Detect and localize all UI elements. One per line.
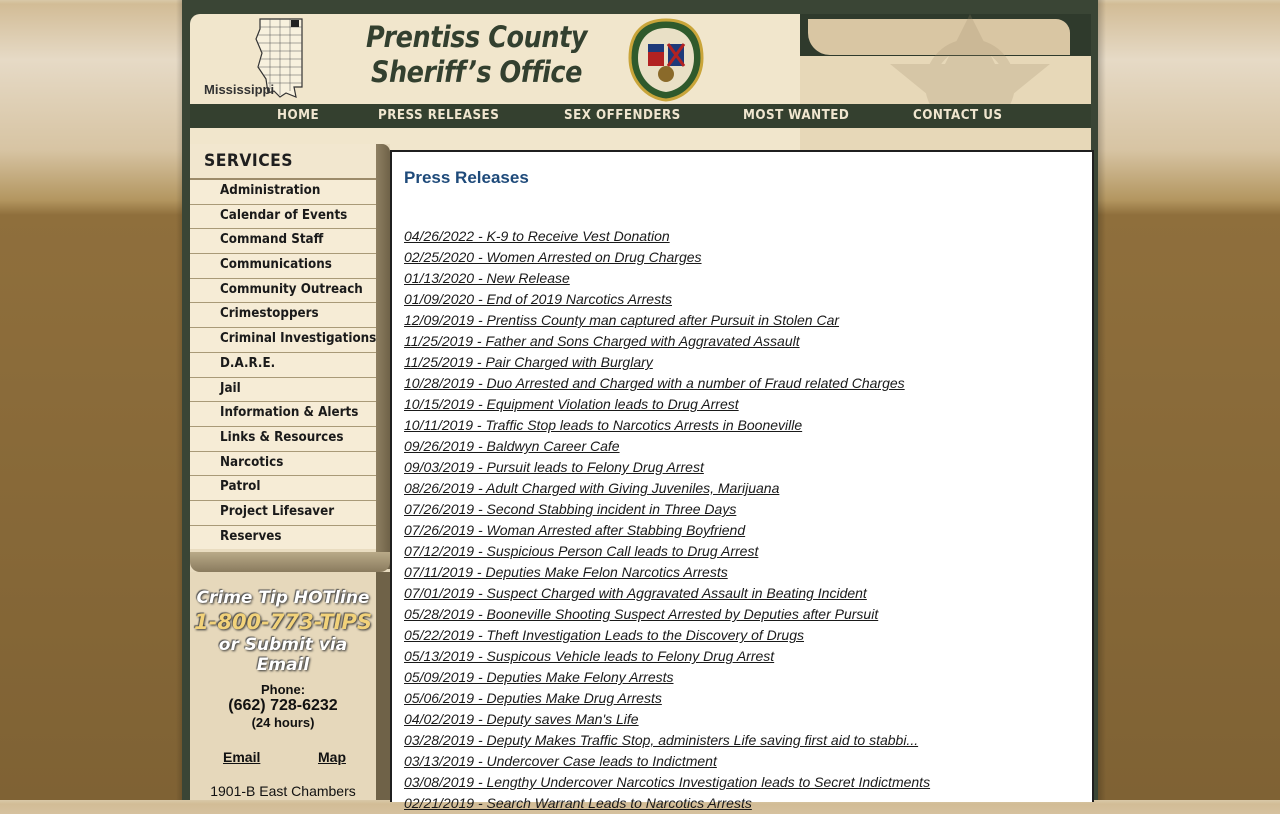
services-sidebar (190, 144, 390, 800)
site-title-line2: Sheriff’s Office (371, 55, 582, 89)
press-release-link[interactable]: 03/08/2019 - Lengthy Undercover Narcotics Investigation leads to Secret Indictments (404, 774, 931, 790)
hotline-rail (376, 572, 390, 800)
state-name: Mississippi (204, 82, 275, 97)
sidebar-item-label: Crimestoppers (220, 306, 319, 322)
site-title-line1: Prentiss County (366, 20, 588, 54)
press-release-link[interactable]: 05/13/2019 - Suspicous Vehicle leads to Felony Drug Arrest (404, 648, 775, 664)
sidebar-item-communications[interactable] (190, 254, 376, 279)
hotline-heading[interactable]: Crime Tip HOTline (196, 588, 370, 608)
sidebar-item-community-outreach[interactable] (190, 279, 376, 304)
press-release-link[interactable]: 04/26/2022 - K-9 to Receive Vest Donation (404, 228, 670, 244)
phone-label: Phone: (260, 682, 306, 697)
sidebar-item-label: Patrol (220, 479, 261, 495)
services-header (190, 144, 376, 180)
sidebar-item-administration[interactable] (190, 180, 376, 205)
nav-sex-offenders[interactable]: SEX OFFENDERS (564, 108, 681, 123)
sidebar-item-label: D.A.R.E. (220, 355, 276, 371)
hotline-email-submit[interactable]: or Submit via Email (218, 635, 348, 675)
hotline-number[interactable]: 1-800-773-TIPS (194, 610, 372, 634)
press-release-link[interactable]: 01/09/2020 - End of 2019 Narcotics Arrests (404, 291, 672, 307)
sidebar-item-label: Communications (220, 257, 332, 273)
press-release-link[interactable]: 07/01/2019 - Suspect Charged with Aggravated Assault in Beating Incident (404, 585, 867, 601)
press-release-link[interactable]: 10/15/2019 - Equipment Violation leads to Drug Arrest (404, 396, 739, 412)
press-release-link[interactable]: 05/28/2019 - Booneville Shooting Suspect Arrested by Deputies after Pursuit (404, 606, 879, 622)
sidebar-item-label: Narcotics (220, 454, 284, 470)
sidebar-item-label: Reserves (220, 528, 282, 544)
press-release-link[interactable]: 05/22/2019 - Theft Investigation Leads to the Discovery of Drugs (404, 627, 805, 643)
press-release-link[interactable]: 03/13/2019 - Undercover Case leads to Indictment (404, 753, 717, 769)
nav-most-wanted[interactable]: MOST WANTED (743, 108, 850, 123)
sidebar-item-label: Jail (220, 380, 241, 396)
map-link[interactable]: Map (318, 749, 346, 765)
press-release-list (404, 226, 930, 814)
press-release-link[interactable]: 02/25/2020 - Women Arrested on Drug Charges (404, 249, 702, 265)
sidebar-item-links-resources[interactable] (190, 427, 376, 452)
sidebar-item-dare[interactable] (190, 353, 376, 378)
sidebar-item-label: Links & Resources (220, 429, 344, 445)
crime-tip-panel (190, 572, 376, 800)
sidebar-item-reserves[interactable] (190, 526, 376, 550)
press-release-link[interactable]: 11/25/2019 - Father and Sons Charged with Aggravated Assault (404, 333, 800, 349)
email-link[interactable]: Email (223, 749, 261, 765)
press-release-link[interactable]: 11/25/2019 - Pair Charged with Burglary (404, 354, 653, 370)
press-release-link[interactable]: 03/28/2019 - Deputy Makes Traffic Stop, administers Life saving first aid to stabbi... (404, 732, 919, 748)
site-header (190, 14, 1091, 104)
press-release-link[interactable]: 07/26/2019 - Woman Arrested after Stabbing Boyfriend (404, 522, 746, 538)
nav-home[interactable]: HOME (277, 108, 320, 123)
sidebar-rail (376, 144, 390, 569)
sheriff-star-icon (845, 14, 1091, 104)
sidebar-item-project-lifesaver[interactable] (190, 501, 376, 526)
sidebar-item-label: Community Outreach (220, 281, 363, 297)
sidebar-item-information-alerts[interactable] (190, 402, 376, 427)
press-release-link[interactable]: 07/11/2019 - Deputies Make Felon Narcotics Arrests (404, 564, 728, 580)
sidebar-item-label: Project Lifesaver (220, 503, 335, 519)
press-release-link[interactable]: 07/26/2019 - Second Stabbing incident in Three Days (404, 501, 737, 517)
press-release-link[interactable]: 10/11/2019 - Traffic Stop leads to Narcotics Arrests in Booneville (404, 417, 803, 433)
sidebar-item-jail[interactable] (190, 378, 376, 403)
sidebar-item-label: Calendar of Events (220, 207, 348, 223)
press-release-link[interactable]: 04/02/2019 - Deputy saves Man's Life (404, 711, 639, 727)
phone-hours: (24 hours) (251, 715, 315, 730)
nav-contact-us[interactable]: CONTACT US (913, 108, 1003, 123)
press-release-link[interactable]: 10/28/2019 - Duo Arrested and Charged with a number of Fraud related Charges (404, 375, 905, 391)
office-address: 1901-B East Chambers (210, 783, 356, 799)
press-release-link[interactable]: 05/06/2019 - Deputies Make Drug Arrests (404, 690, 662, 706)
press-release-link[interactable]: 05/09/2019 - Deputies Make Felony Arrests (404, 669, 674, 685)
sidebar-item-label: Criminal Investigations (220, 331, 377, 347)
services-menu-footer (190, 552, 390, 572)
phone-number: (662) 728-6232 (228, 697, 338, 714)
page-title: Press Releases (404, 168, 529, 187)
sidebar-item-label: Administration (220, 183, 321, 198)
press-release-link[interactable]: 01/13/2020 - New Release (404, 270, 570, 286)
sheriff-badge-icon (628, 18, 704, 102)
sidebar-item-calendar-of-events[interactable] (190, 205, 376, 230)
press-release-link[interactable]: 12/09/2019 - Prentiss County man captured after Pursuit in Stolen Car (404, 312, 840, 328)
sidebar-item-label: Command Staff (220, 232, 324, 248)
sidebar-item-label: Information & Alerts (220, 405, 359, 421)
sidebar-item-patrol[interactable] (190, 476, 376, 501)
sidebar-item-criminal-investigations[interactable] (190, 328, 376, 353)
press-release-link[interactable]: 07/12/2019 - Suspicious Person Call leads to Drug Arrest (404, 543, 759, 559)
main-content (390, 150, 1094, 811)
sidebar-item-narcotics[interactable] (190, 452, 376, 477)
press-release-link[interactable]: 09/26/2019 - Baldwyn Career Cafe (404, 438, 620, 454)
services-menu (190, 180, 376, 549)
nav-press-releases[interactable]: PRESS RELEASES (378, 108, 500, 123)
sidebar-item-command-staff[interactable] (190, 229, 376, 254)
sidebar-item-crimestoppers[interactable] (190, 303, 376, 328)
header-band-right (800, 128, 1091, 150)
press-release-link[interactable]: 08/26/2019 - Adult Charged with Giving Juveniles, Marijuana (404, 480, 780, 496)
press-release-link[interactable]: 02/21/2019 - Search Warrant Leads to Narcotics Arrests (404, 795, 752, 811)
press-release-link[interactable]: 09/03/2019 - Pursuit leads to Felony Drug Arrest (404, 459, 704, 475)
main-nav (190, 104, 1091, 128)
services-title: SERVICES (204, 151, 294, 171)
